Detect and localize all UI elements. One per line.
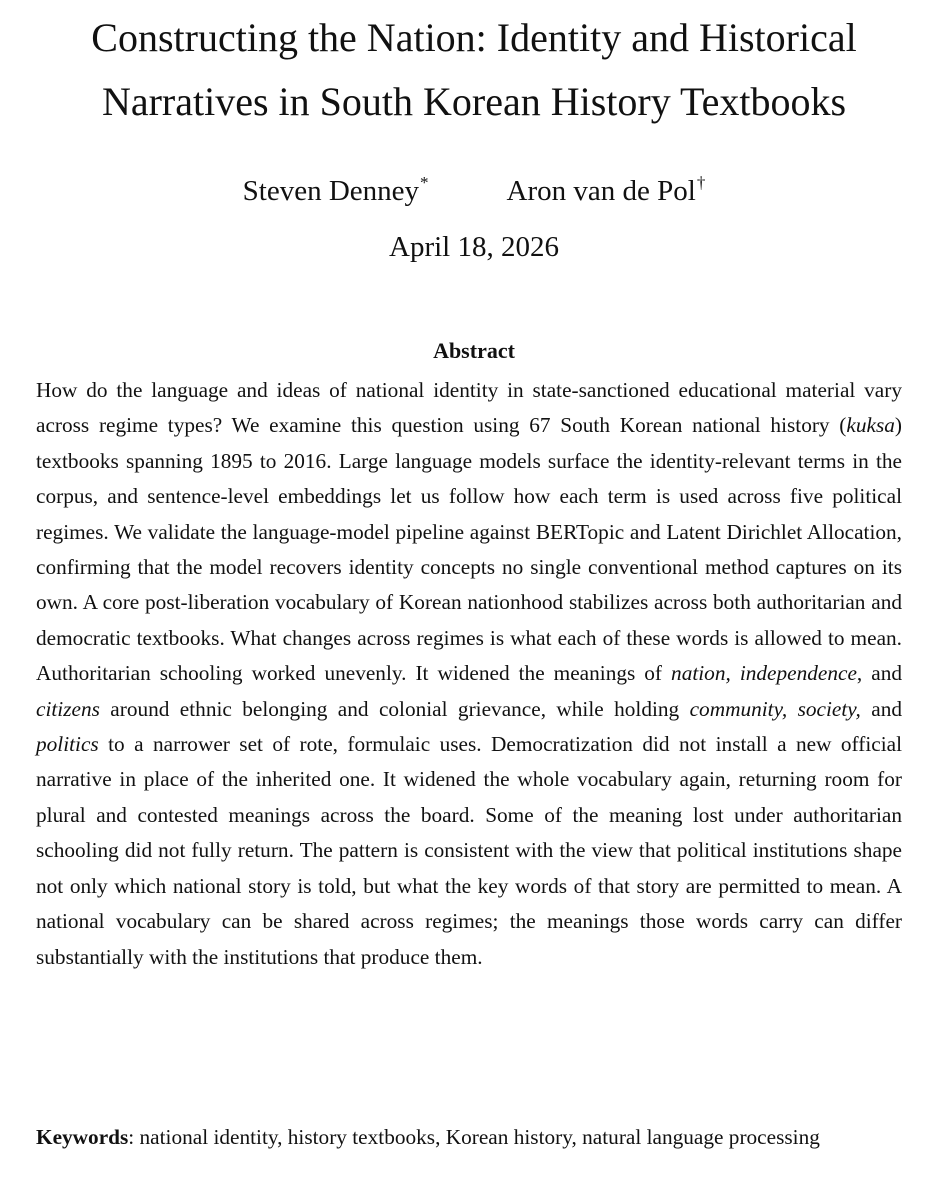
author-1-footnote-mark: * (420, 173, 429, 192)
abstract-segment-5: and (860, 696, 902, 721)
author-2 (507, 163, 706, 211)
abstract-segment-6: to a narrower set of rote, formulaic uses. Democratization did not install a new official narrative in place of the inherited one. It widened the whole vocabulary again, returning room for plural and contested meanings across the board. Some of the meaning lost under authoritarian schooling did not fully return. The pattern is consistent with the view that political institutions shape not only which national story is told, but what the key words of that story are permitted to mean. A national vocabulary can be shared across regimes; the meanings those words carry can differ substantially with the institutions that produce them. (36, 732, 902, 969)
keywords-list: : national identity, history textbooks, Korean history, natural language processing (128, 1125, 820, 1149)
abstract-term-citizens: citizens (36, 696, 100, 721)
keywords-line (36, 1120, 902, 1155)
abstract-segment-1: How do the language and ideas of national identity in state-sanctioned educational material vary across regime types? We examine this question using 67 South Korean national history ( (36, 378, 902, 438)
abstract-term-society: society, (797, 696, 861, 721)
abstract-heading: Abstract (433, 338, 515, 363)
abstract-segment-2: ) textbooks spanning 1895 to 2016. Large language models surface the identity-relevant terms in the corpus, and sentence-level embeddings let us follow how each term is used across five political regimes. We validate the language-model pipeline against BERTopic and Latent Dirichlet Allocation, confirming that the model recovers identity concepts no single conventional method captures on its own. A core post-liberation vocabulary of Korean nationhood stabilizes across both authoritarian and democratic textbooks. What changes across regimes is what each of these words is allowed to mean. Authoritarian schooling worked unevenly. It widened the meanings of (36, 413, 902, 686)
keywords-label: Keywords (36, 1125, 129, 1149)
abstract-term-independence: independence (739, 661, 857, 686)
paper-date: April 18, 2026 (389, 231, 559, 263)
abstract-segment-3: , and (856, 661, 902, 686)
author-1 (243, 163, 429, 211)
abstract-term-politics: politics (36, 732, 99, 757)
author-list (0, 163, 948, 211)
abstract-term-nation: nation, (671, 661, 731, 686)
author-1-name: Steven Denney (242, 175, 420, 207)
abstract-segment-4: around ethnic belonging and colonial grievance, while holding (99, 696, 690, 721)
author-2-name: Aron van de Pol (506, 175, 696, 207)
abstract-term-community: community, (689, 696, 788, 721)
paper-title: Constructing the Nation: Identity and Historical Narratives in South Korean History Textbooks (91, 15, 857, 124)
abstract-term-kuksa: kuksa (846, 413, 895, 438)
author-2-footnote-mark: † (696, 173, 706, 192)
abstract-text (36, 373, 902, 975)
